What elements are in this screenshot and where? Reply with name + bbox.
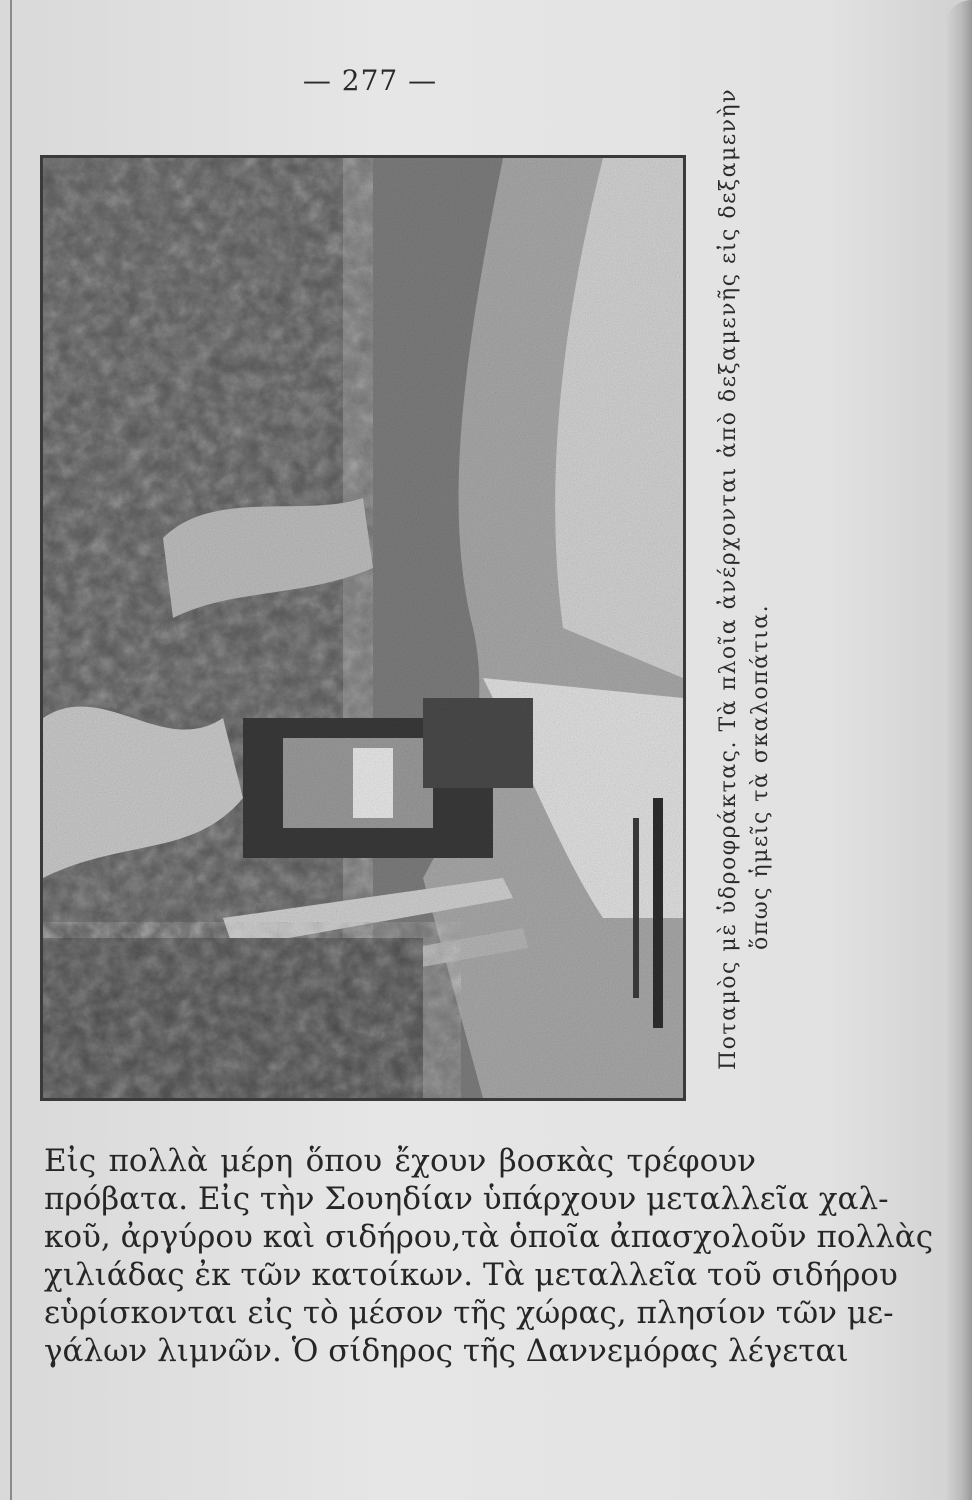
caption-line-1: Ποταμὸς μὲ ὑδροφράκτας. Τὰ πλοῖα ἀνέρχονται ἀπὸ δεξαμενῆς εἰς δεξαμενὴν [716,87,741,1070]
canal-locks-photo [43,158,683,1098]
binding-edge [10,0,12,1500]
caption-line-2: ὅπως ἡμεῖς τὰ σκαλοπάτια. [748,603,773,950]
body-line-6: γάλων λιμνῶν. Ὁ σίδηρος τῆς Δαννεμόρας λέγεται [44,1333,849,1369]
body-line-3: κοῦ, ἀργύρου καὶ σιδήρου,τὰ ὁποῖα ἀπασχολοῦν πολλὰς [44,1219,934,1255]
body-paragraph [44,1142,934,1370]
halftone-photograph [40,155,686,1101]
body-line-1: Εἰς πολλὰ μέρη ὅπου ἔχουν βοσκὰς τρέφουν [44,1143,756,1179]
body-line-5: εὑρίσκονται εἰς τὸ μέσον τῆς χώρας, πλησίον τῶν με- [44,1295,894,1331]
page-edge [944,0,972,1500]
body-line-2: πρόβατα. Εἰς τὴν Σουηδίαν ὑπάρχουν μεταλλεῖα χαλ- [44,1181,889,1217]
figure-caption [690,87,780,1100]
body-line-4: χιλιάδας ἐκ τῶν κατοίκων. Τὰ μεταλλεῖα τοῦ σιδήρου [44,1257,898,1293]
page-number: — 277 — [302,64,438,97]
